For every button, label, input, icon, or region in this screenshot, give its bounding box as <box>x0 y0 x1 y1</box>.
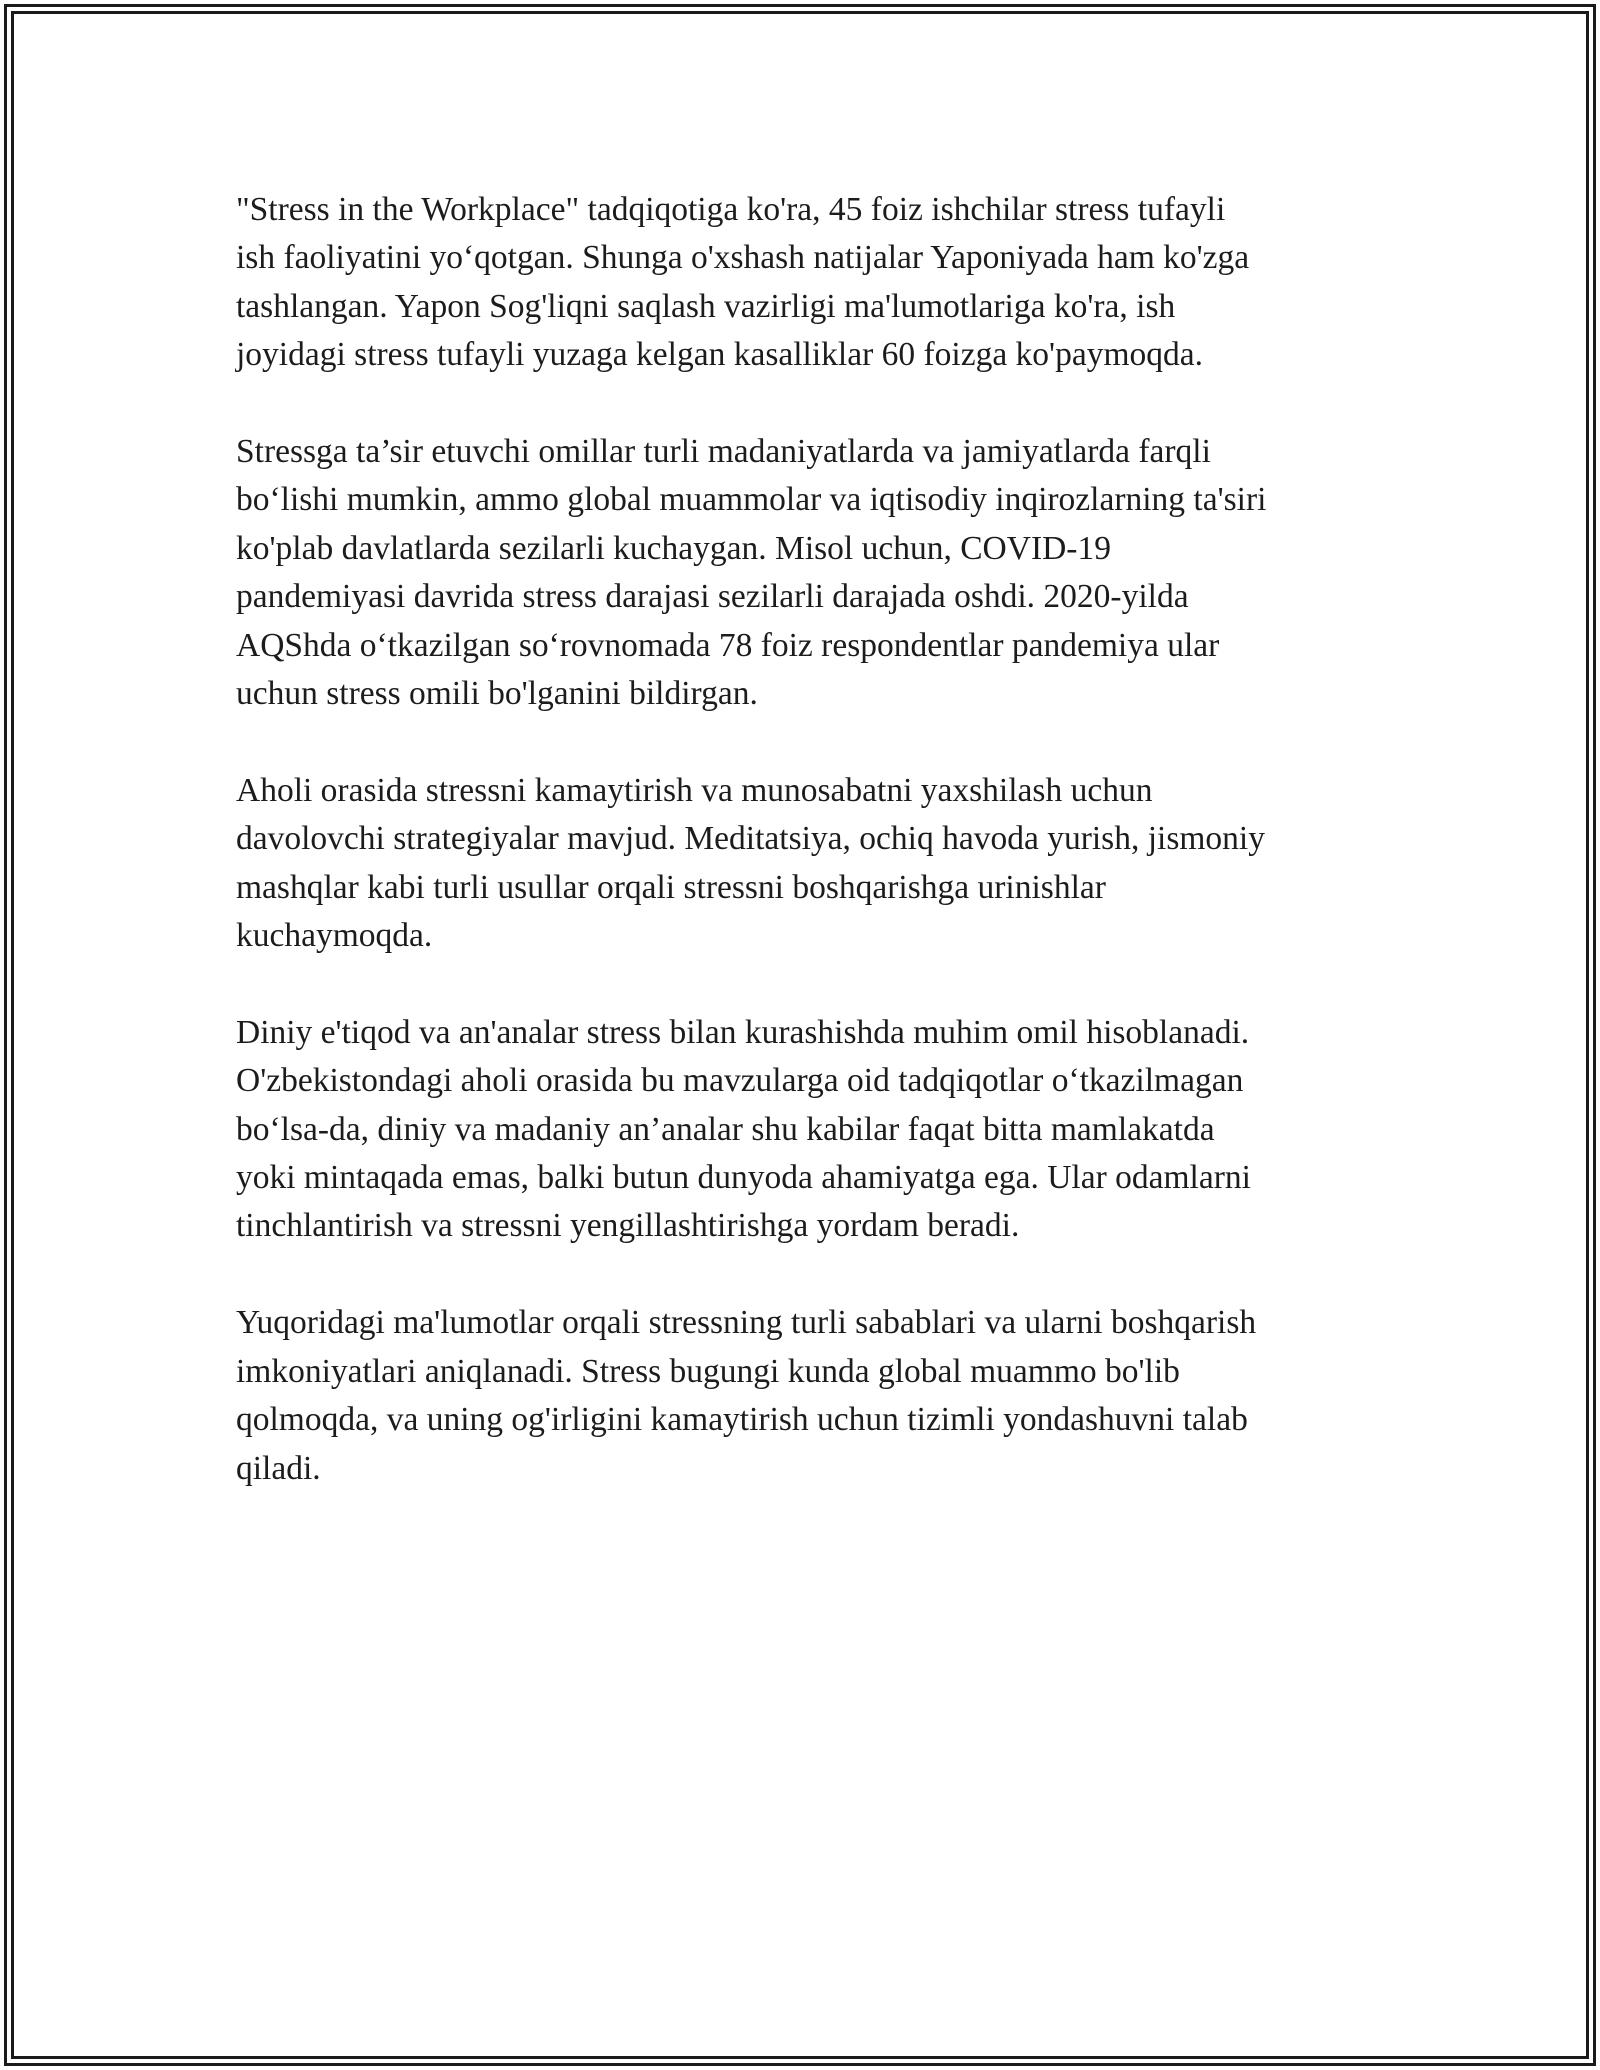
paragraph-stress-strategies: Aholi orasida stressni kamaytirish va munosabatni yaxshilash uchun davolovchi strategiyalar mavjud. Meditatsiya, ochiq havoda yurish, jismoniy mashqlar kabi turli usullar orqali stressni boshqarishga urinishlar kuchaymoqda. <box>236 771 1265 955</box>
paragraph-conclusion: Yuqoridagi ma'lumotlar orqali stressning turli sabablari va ularni boshqarish imkoniyatlari aniqlanadi. Stress bugungi kunda global muammo bo'lib qolmoqda, va uning og'irligini kamaytirish uchun tizimli yondashuvni talab qiladi. <box>236 1304 1257 1487</box>
paragraph-workplace-stress: "Stress in the Workplace" tadqiqotiga ko'ra, 45 foiz ishchilar stress tufayli ish faoliyatini yo‘qotgan. Shunga o'xshash natijalar Yaponiyada ham ko'zga tashlangan. Yapon Sog'liqni saqlash vazirligi ma'lumotlariga ko'ra, ish joyidagi stress tufayli yuzaga kelgan kasalliklar 60 foizga ko'paymoqda. <box>236 191 1250 374</box>
paragraph-stress-factors: Stressga ta’sir etuvchi omillar turli madaniyatlarda va jamiyatlarda farqli bo‘lishi mumkin, ammo global muammolar va iqtisodiy inqirozlarning ta'siri ko'plab davlatlarda sezilarli kuchaygan. Misol uchun, COVID-19 pandemiyasi davrida stress darajasi sezilarli darajada oshdi. 2020-yilda AQShda o‘tkazilgan so‘rovnomada 78 foiz respondentlar pandemiya ular uchun stress omili bo'lganini bildirgan. <box>236 433 1267 713</box>
document-body <box>236 186 1376 1541</box>
paragraph-religion-traditions: Diniy e'tiqod va an'analar stress bilan kurashishda muhim omil hisoblanadi. O'zbekistondagi aholi orasida bu mavzularga oid tadqiqotlar o‘tkazilmagan bo‘lsa-da, diniy va madaniy an’analar shu kabilar faqat bitta mamlakatda yoki mintaqada emas, balki butun dunyoda ahamiyatga ega. Ular odamlarni tinchlantirish va stressni yengillashtirishga yordam beradi. <box>236 1013 1251 1245</box>
